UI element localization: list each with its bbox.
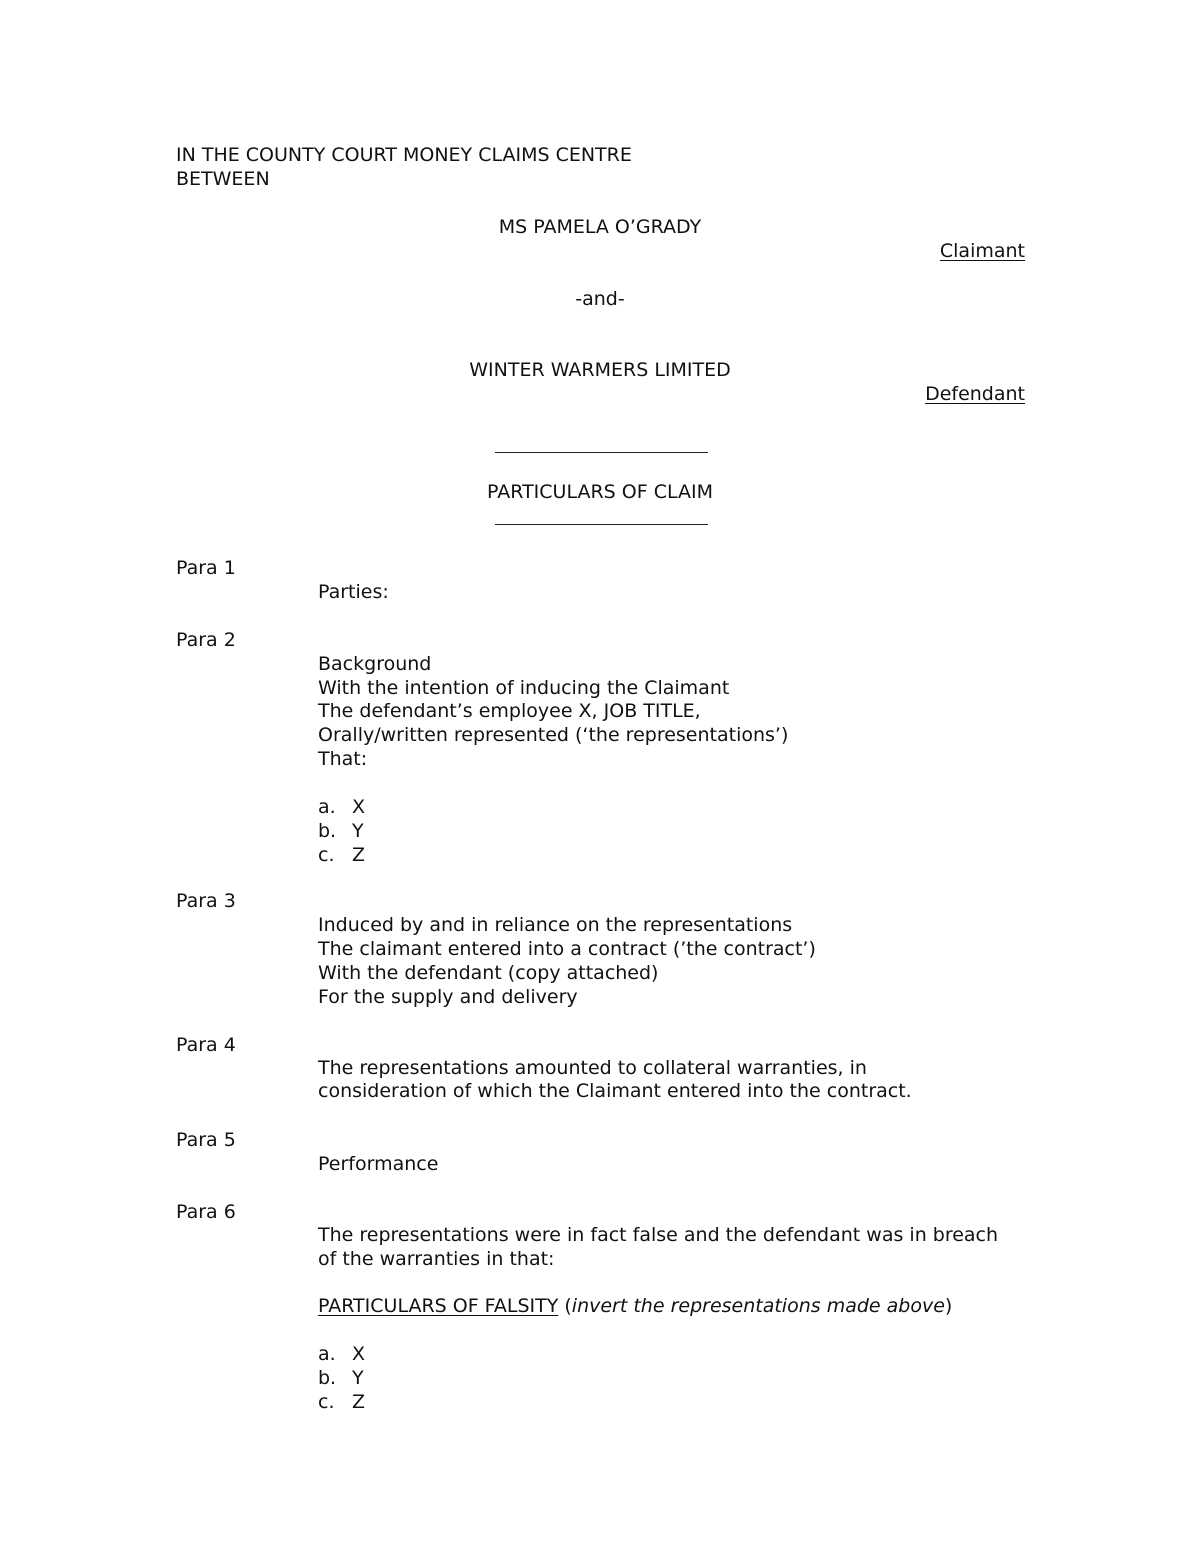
defendant-name: WINTER WARMERS LIMITED xyxy=(469,359,731,381)
para-6-label: Para 6 xyxy=(176,1201,236,1223)
para-1-line: Parties: xyxy=(318,581,389,603)
title-rule-bottom xyxy=(495,524,708,525)
para-6-line: of the warranties in that: xyxy=(318,1248,555,1270)
para-2-label: Para 2 xyxy=(176,629,236,651)
para-2-line: The defendant’s employee X, JOB TITLE, xyxy=(318,700,701,722)
falsity-line: PARTICULARS OF FALSITY (invert the representations made above) xyxy=(318,1295,953,1317)
list-item: Y xyxy=(352,820,364,842)
list-marker: b. xyxy=(318,820,337,842)
claimant-role: Claimant xyxy=(939,240,1025,262)
para-3-line: Induced by and in reliance on the representations xyxy=(318,914,793,936)
document-title: PARTICULARS OF CLAIM xyxy=(487,481,713,503)
para-1-label: Para 1 xyxy=(176,557,236,579)
list-item: X xyxy=(352,796,366,818)
list-item: X xyxy=(352,1343,366,1365)
para-4-line: The representations amounted to collateral warranties, in xyxy=(318,1057,867,1079)
falsity-note: invert the representations made above xyxy=(571,1295,945,1317)
list-item: Y xyxy=(352,1367,364,1389)
para-5-label: Para 5 xyxy=(176,1129,236,1151)
list-marker: c. xyxy=(318,1391,335,1413)
para-3-line: The claimant entered into a contract (’the contract’) xyxy=(318,938,816,960)
list-marker: a. xyxy=(318,1343,336,1365)
para-5-line: Performance xyxy=(318,1153,439,1175)
list-item: Z xyxy=(352,844,366,866)
para-3-line: For the supply and delivery xyxy=(318,986,578,1008)
para-2-line: Orally/written represented (‘the representations’) xyxy=(318,724,789,746)
para-3-line: With the defendant (copy attached) xyxy=(318,962,659,984)
list-marker: a. xyxy=(318,796,336,818)
list-marker: c. xyxy=(318,844,335,866)
title-rule-top xyxy=(495,452,708,453)
list-item: Z xyxy=(352,1391,366,1413)
and-separator: -and- xyxy=(575,288,625,310)
para-2-line: That: xyxy=(318,748,368,770)
claimant-name: MS PAMELA O’GRADY xyxy=(498,216,702,238)
para-2-line: Background xyxy=(318,653,432,675)
para-3-label: Para 3 xyxy=(176,890,236,912)
list-marker: b. xyxy=(318,1367,337,1389)
falsity-heading: PARTICULARS OF FALSITY xyxy=(318,1295,559,1317)
defendant-role: Defendant xyxy=(925,383,1025,405)
para-6-line: The representations were in fact false and the defendant was in breach xyxy=(318,1224,999,1246)
para-4-label: Para 4 xyxy=(176,1034,236,1056)
court-heading: IN THE COUNTY COURT MONEY CLAIMS CENTRE xyxy=(176,144,632,166)
para-4-line: consideration of which the Claimant entered into the contract. xyxy=(318,1080,912,1102)
between-label: BETWEEN xyxy=(176,168,270,190)
para-2-line: With the intention of inducing the Claimant xyxy=(318,677,730,699)
